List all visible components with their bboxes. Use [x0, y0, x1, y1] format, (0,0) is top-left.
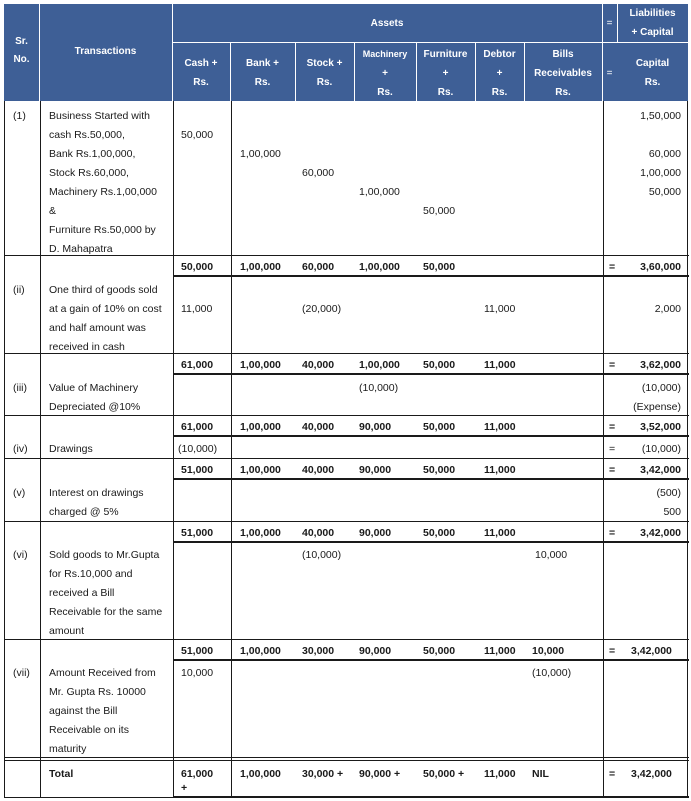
r1-capital-1: 1,50,000	[640, 110, 681, 122]
r7-bills: (10,000)	[532, 667, 572, 679]
capital-header: Capital Rs.	[635, 58, 670, 88]
row-1-desc: Business Started with cash Rs.50,000, Bank Rs.1,00,000, Stock Rs.60,000, Machinery Rs.1,00,000 & Furniture Rs.50,000 by D. Mahapatra	[49, 110, 157, 255]
r3-capital: (10,000)	[641, 382, 681, 394]
bal3-capital: 3,52,000	[640, 421, 681, 433]
row-1-no: (1)	[13, 110, 26, 122]
equals-subheader: =	[606, 68, 613, 79]
bal2-furniture: 50,000	[423, 359, 456, 371]
total-cash: 61,000	[181, 768, 214, 780]
bal5-eq: =	[609, 527, 616, 539]
bal1-capital: 3,60,000	[640, 261, 681, 273]
bal6-cash: 51,000	[181, 645, 214, 657]
bal6-capital: 3,42,000	[631, 645, 672, 657]
total-stock: 30,000 +	[302, 768, 344, 780]
r6-stock: (10,000)	[302, 549, 342, 561]
r3-machinery: (10,000)	[359, 382, 399, 394]
row-5-desc: Interest on drawings charged @ 5%	[49, 487, 144, 518]
assets-header: Assets	[370, 18, 404, 29]
bal2-capital: 3,62,000	[640, 359, 681, 371]
bills-receivables-header: Bills Receivables Rs.	[534, 49, 592, 98]
r2-capital: 2,000	[654, 303, 681, 315]
bal2-stock: 40,000	[302, 359, 335, 371]
r5-capital-2: 500	[663, 506, 681, 518]
bal1-stock: 60,000	[302, 261, 335, 273]
equals-header: =	[606, 18, 613, 29]
bal2-machinery: 1,00,000	[359, 359, 400, 371]
r2-cash: 11,000	[181, 303, 213, 315]
bal4-furniture: 50,000	[423, 464, 456, 476]
bal2-eq: =	[609, 359, 616, 371]
bal5-debtor: 11,000	[484, 527, 516, 539]
bal4-cash: 51,000	[181, 464, 214, 476]
liabilities-header: Liabilities + Capital	[629, 8, 676, 38]
total-cash-plus: +	[181, 782, 188, 794]
total-eq: =	[609, 768, 616, 780]
bal4-capital: 3,42,000	[640, 464, 681, 476]
bal6-eq: =	[609, 645, 616, 657]
bal6-furniture: 50,000	[423, 645, 456, 657]
sr-no-header: Sr. No.	[13, 36, 30, 65]
r5-capital-1: (500)	[656, 487, 681, 499]
row-6-no: (vi)	[13, 549, 28, 561]
table-body	[4, 101, 688, 798]
bal5-furniture: 50,000	[423, 527, 456, 539]
row-4-no: (iv)	[13, 443, 28, 455]
total-bills: NIL	[532, 768, 549, 780]
r4-cash: (10,000)	[178, 443, 218, 455]
bal1-bank: 1,00,000	[240, 261, 281, 273]
transactions-header: Transactions	[74, 46, 137, 57]
bal3-cash: 61,000	[181, 421, 214, 433]
accounting-equation-table	[4, 4, 688, 798]
bal3-bank: 1,00,000	[240, 421, 281, 433]
cash-header: Cash + Rs.	[184, 58, 218, 88]
bal5-bank: 1,00,000	[240, 527, 281, 539]
bal4-machinery: 90,000	[359, 464, 392, 476]
bal5-cash: 51,000	[181, 527, 214, 539]
bal1-machinery: 1,00,000	[359, 261, 400, 273]
bal1-furniture: 50,000	[423, 261, 456, 273]
r1-bank: 1,00,000	[240, 148, 281, 160]
bal3-eq: =	[609, 421, 616, 433]
bal5-machinery: 90,000	[359, 527, 392, 539]
total-debtor: 11,000	[484, 768, 516, 780]
r3-note: (Expense)	[633, 401, 681, 413]
bal2-cash: 61,000	[181, 359, 214, 371]
stock-header: Stock + Rs.	[306, 58, 343, 88]
row-3-no: (iii)	[13, 382, 27, 394]
r1-machinery: 1,00,000	[359, 186, 400, 198]
bal1-eq: =	[609, 261, 616, 273]
total-bank: 1,00,000	[240, 768, 281, 780]
r2-debtor: 11,000	[484, 303, 516, 315]
bal3-debtor: 11,000	[484, 421, 516, 433]
total-capital: 3,42,000	[631, 768, 672, 780]
total-machinery: 90,000 +	[359, 768, 401, 780]
r1-cash: 50,000	[181, 129, 214, 141]
r1-capital-2: 60,000	[648, 148, 681, 160]
row-3-desc: Value of Machinery Depreciated @10%	[49, 382, 141, 413]
bal5-capital: 3,42,000	[640, 527, 681, 539]
furniture-header: Furniture + Rs.	[423, 49, 468, 98]
table-header	[4, 4, 688, 101]
r6-bills: 10,000	[535, 549, 568, 561]
total-furniture: 50,000 +	[423, 768, 465, 780]
bal1-cash: 50,000	[181, 261, 214, 273]
row-6-desc: Sold goods to Mr.Gupta for Rs.10,000 and received a Bill Receivable for the same amount	[49, 549, 163, 637]
row-2-no: (ii)	[13, 284, 25, 296]
bal2-bank: 1,00,000	[240, 359, 281, 371]
bal4-bank: 1,00,000	[240, 464, 281, 476]
r1-capital-3: 1,00,000	[640, 167, 681, 179]
bal6-bills: 10,000	[532, 645, 565, 657]
bal4-debtor: 11,000	[484, 464, 516, 476]
total-label: Total	[49, 768, 74, 780]
bank-header: Bank + Rs.	[245, 58, 280, 88]
bal3-machinery: 90,000	[359, 421, 392, 433]
bal5-stock: 40,000	[302, 527, 335, 539]
bal6-bank: 1,00,000	[240, 645, 281, 657]
bal3-furniture: 50,000	[423, 421, 456, 433]
bal3-stock: 40,000	[302, 421, 335, 433]
debtor-header: Debtor + Rs.	[483, 49, 516, 98]
row-2-desc: One third of goods sold at a gain of 10% on cost and half amount was received in cash	[49, 284, 162, 353]
r1-capital-4: 50,000	[648, 186, 681, 198]
bal6-stock: 30,000	[302, 645, 335, 657]
bal4-eq: =	[609, 464, 616, 476]
row-5-no: (v)	[13, 487, 26, 499]
r4-capital: (10,000)	[641, 443, 681, 455]
r1-stock: 60,000	[302, 167, 335, 179]
bal6-debtor: 11,000	[484, 645, 516, 657]
bal2-debtor: 11,000	[484, 359, 516, 371]
bal6-machinery: 90,000	[359, 645, 392, 657]
r7-cash: 10,000	[181, 667, 214, 679]
bal4-stock: 40,000	[302, 464, 335, 476]
row-7-desc: Amount Received from Mr. Gupta Rs. 10000 against the Bill Receivable on its maturity	[49, 667, 156, 755]
machinery-header: Machinery + Rs.	[362, 49, 408, 98]
r2-stock: (20,000)	[302, 303, 342, 315]
row-7-no: (vii)	[13, 667, 30, 679]
r4-eq: =	[609, 443, 616, 455]
r1-furniture: 50,000	[423, 205, 456, 217]
row-4-desc: Drawings	[49, 443, 93, 455]
